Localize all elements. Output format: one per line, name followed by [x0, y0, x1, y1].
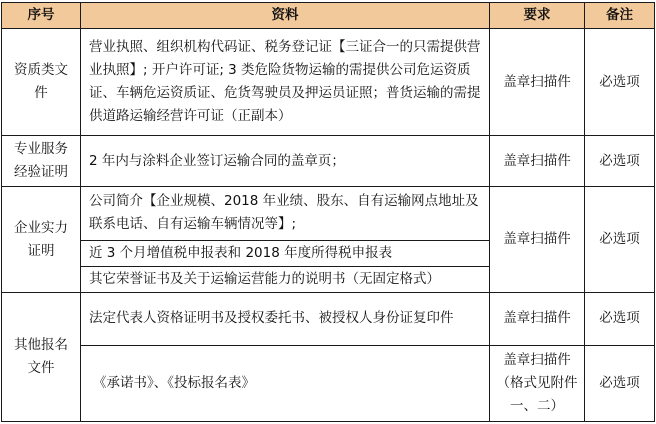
note-cell: 必选项 — [585, 136, 655, 187]
material-cell: 公司简介【企业规模、2018 年业绩、股东、自有运输网点地址及联系电话、自有运输车辆情况等】; — [81, 187, 490, 240]
table-row — [2, 345, 655, 421]
requirement-cell: 盖章扫描件 — [490, 292, 585, 345]
material-cell: 其它荣誉证书及关于运输运营能力的说明书（无固定格式） — [81, 266, 490, 292]
material-cell: 2 年内与涂料企业签订运输合同的盖章页； — [81, 136, 490, 187]
requirement-cell: 盖章扫描件（格式见附件一、二） — [490, 345, 585, 421]
requirement-cell: 盖章扫描件 — [490, 136, 585, 187]
material-cell: 法定代表人资格证明书及授权委托书、被授权人身份证复印件 — [81, 292, 490, 345]
category-cell: 其他报名文件 — [2, 292, 81, 421]
category-cell: 企业实力证明 — [2, 187, 81, 292]
material-cell: 营业执照、组织机构代码证、税务登记证【三证合一的只需提供营业执照】; 开户许可证; 3 类危险货物运输的需提供公司危运资质证、车辆危运资质证、危货驾驶员及押运员证照；普货运输的需提供道路运输经营许可证（正副本） — [81, 29, 490, 136]
material-cell: 近 3 个月增值税申报表和 2018 年度所得税申报表 — [81, 240, 490, 266]
note-cell: 必选项 — [585, 345, 655, 421]
note-cell: 必选项 — [585, 292, 655, 345]
material-cell: 《承诺书》、《投标报名表》 — [81, 345, 490, 421]
category-cell: 资质类文件 — [2, 29, 81, 136]
requirements-table — [1, 2, 655, 422]
category-cell: 专业服务经验证明 — [2, 136, 81, 187]
note-cell: 必选项 — [585, 29, 655, 136]
table-row — [2, 136, 655, 187]
requirement-cell: 盖章扫描件 — [490, 29, 585, 136]
table-row — [2, 292, 655, 345]
header-material: 资料 — [81, 3, 490, 29]
header-serial: 序号 — [2, 3, 81, 29]
requirement-cell: 盖章扫描件 — [490, 187, 585, 292]
table-row — [2, 187, 655, 240]
table-header-row — [2, 3, 655, 29]
header-note: 备注 — [585, 3, 655, 29]
header-requirement: 要求 — [490, 3, 585, 29]
note-cell: 必选项 — [585, 187, 655, 292]
table-row — [2, 29, 655, 136]
